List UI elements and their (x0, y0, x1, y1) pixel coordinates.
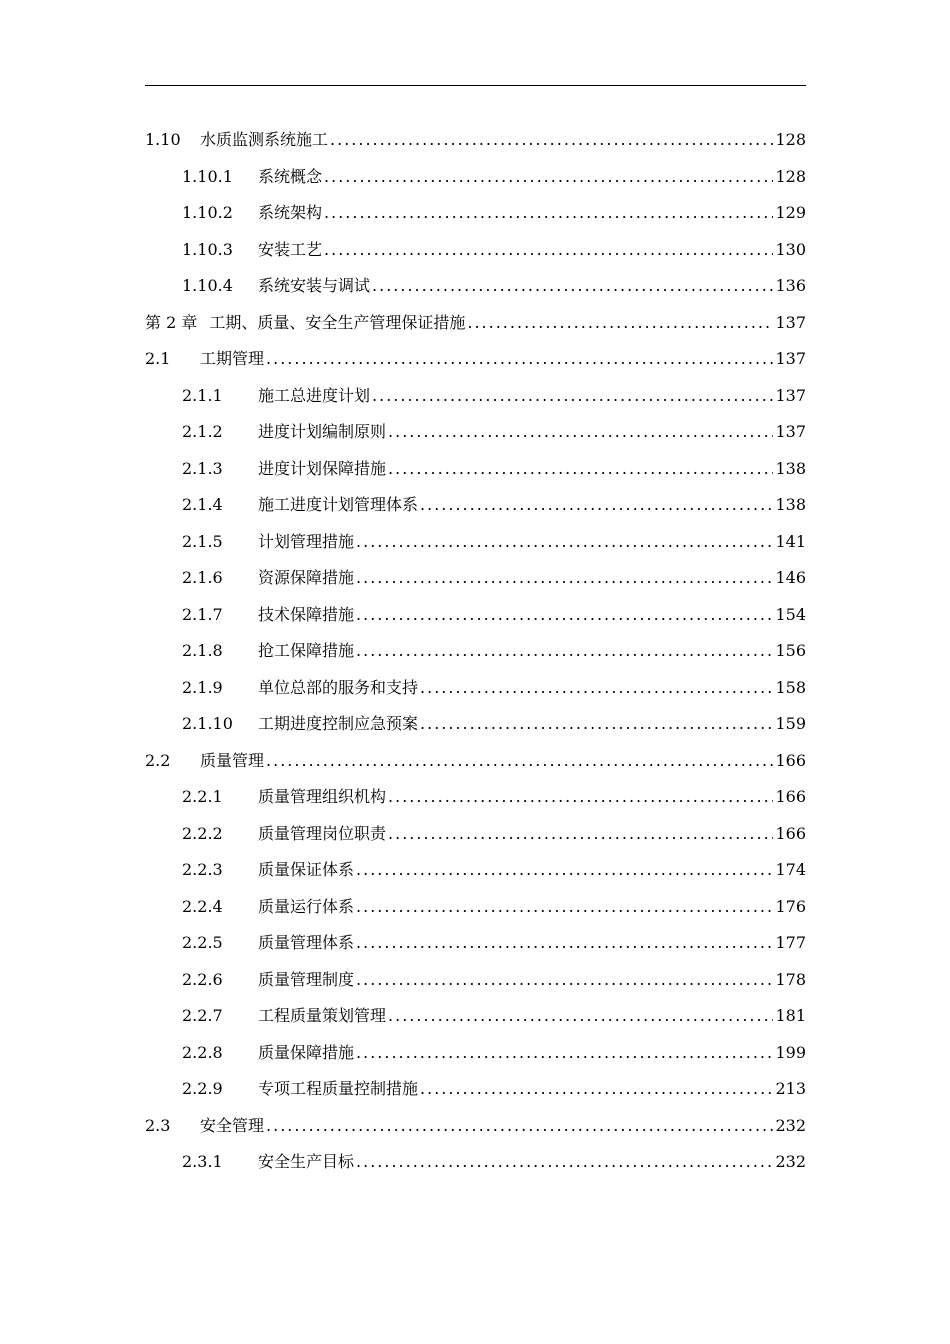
toc-entry[interactable] (145, 1144, 806, 1181)
toc-entry[interactable] (145, 743, 806, 780)
toc-entry-page-number: 128 (775, 130, 806, 149)
toc-dot-leader (356, 597, 773, 634)
toc-entry-title: 系统架构 (258, 203, 323, 222)
toc-entry-title: 水质监测系统施工 (200, 130, 329, 149)
toc-entry[interactable] (145, 451, 806, 488)
toc-entry-title: 进度计划编制原则 (258, 422, 387, 441)
toc-entry-page-number: 158 (775, 677, 806, 697)
toc-entry[interactable] (145, 560, 806, 597)
toc-dot-leader (356, 633, 773, 670)
toc-entry-title: 安全生产目标 (258, 1152, 355, 1171)
toc-entry[interactable] (145, 487, 806, 524)
toc-entry-page-number: 177 (775, 933, 806, 952)
toc-entry-number: 2.2.1 (182, 787, 223, 806)
toc-dot-leader (388, 816, 773, 853)
toc-entry-number: 2.2.6 (182, 969, 223, 989)
toc-dot-leader (388, 998, 773, 1035)
toc-entry-title: 工期、质量、安全生产管理保证措施 (209, 312, 466, 332)
toc-entry[interactable] (145, 524, 806, 561)
toc-entry[interactable] (145, 779, 806, 816)
toc-entry-number: 2.2.3 (182, 860, 223, 879)
toc-entry-title: 专项工程质量控制措施 (258, 1079, 419, 1098)
toc-entry-number: 2.2.4 (182, 896, 223, 916)
toc-entry-number: 2.1.6 (182, 568, 223, 587)
toc-entry-title: 质量管理岗位职责 (258, 823, 387, 843)
toc-dot-leader (356, 1144, 773, 1181)
table-of-contents (145, 122, 806, 1181)
toc-entry-title: 质量管理体系 (258, 933, 355, 952)
toc-entry-title: 质量保障措施 (258, 1042, 355, 1062)
toc-entry[interactable] (145, 414, 806, 451)
toc-entry[interactable] (145, 159, 806, 196)
toc-entry-title: 系统概念 (258, 166, 323, 186)
toc-entry-page-number: 154 (775, 604, 806, 624)
toc-entry-page-number: 136 (775, 276, 806, 295)
toc-entry[interactable] (145, 1071, 806, 1108)
toc-entry-number: 1.10.4 (182, 276, 233, 295)
toc-entry[interactable] (145, 597, 806, 634)
toc-entry-title: 进度计划保障措施 (258, 458, 387, 478)
toc-entry-number: 2.3 (145, 1115, 171, 1135)
toc-entry[interactable] (145, 122, 806, 159)
toc-entry-number: 1.10.3 (182, 239, 233, 259)
toc-entry-page-number: 128 (775, 166, 806, 186)
toc-entry-title: 质量运行体系 (258, 896, 355, 916)
toc-entry-title: 施工总进度计划 (258, 385, 371, 405)
toc-entry-number: 2.1.3 (182, 458, 223, 478)
toc-entry-page-number: 146 (775, 568, 806, 587)
toc-dot-leader (266, 1108, 773, 1145)
toc-entry-title: 质量管理制度 (258, 969, 355, 989)
toc-entry-title: 质量保证体系 (258, 860, 355, 879)
toc-dot-leader (388, 451, 773, 488)
header-rule (145, 85, 806, 86)
toc-dot-leader (420, 1071, 773, 1108)
toc-entry-page-number: 137 (775, 312, 806, 332)
toc-dot-leader (356, 560, 773, 597)
toc-entry-page-number: 137 (775, 385, 806, 405)
toc-entry-title: 系统安装与调试 (258, 276, 371, 295)
toc-entry-number: 2.2 (145, 750, 171, 770)
toc-entry-number: 2.2.5 (182, 933, 223, 952)
toc-dot-leader (420, 487, 773, 524)
toc-entry-page-number: 199 (775, 1042, 806, 1062)
toc-entry-title: 施工进度计划管理体系 (258, 495, 419, 514)
toc-dot-leader (356, 852, 773, 889)
toc-entry[interactable] (145, 706, 806, 743)
toc-dot-leader (356, 925, 773, 962)
toc-dot-leader (324, 159, 773, 196)
toc-entry-title: 质量管理组织机构 (258, 787, 387, 806)
toc-entry-title: 抢工保障措施 (258, 641, 355, 660)
toc-entry-page-number: 166 (775, 750, 806, 770)
toc-entry-page-number: 156 (775, 641, 806, 660)
toc-entry-page-number: 166 (775, 787, 806, 806)
toc-entry-number: 2.2.7 (182, 1006, 223, 1025)
toc-dot-leader (388, 414, 773, 451)
toc-entry-page-number: 137 (775, 349, 806, 368)
toc-entry-page-number: 141 (775, 531, 806, 551)
toc-entry-number: 2.1.8 (182, 641, 223, 660)
toc-entry[interactable] (145, 232, 806, 269)
toc-dot-leader (420, 706, 773, 743)
toc-entry-page-number: 174 (775, 860, 806, 879)
toc-entry[interactable] (145, 195, 806, 232)
toc-entry-title: 工期进度控制应急预案 (258, 714, 419, 733)
toc-entry-number: 2.2.9 (182, 1079, 223, 1098)
toc-entry[interactable] (145, 816, 806, 853)
toc-dot-leader (372, 378, 773, 415)
toc-entry-title: 技术保障措施 (258, 604, 355, 624)
toc-entry-page-number: 137 (775, 422, 806, 441)
toc-entry-page-number: 138 (775, 458, 806, 478)
toc-entry-number: 2.2.8 (182, 1042, 223, 1062)
toc-dot-leader (266, 341, 773, 378)
toc-entry[interactable] (145, 889, 806, 926)
toc-entry[interactable] (145, 1035, 806, 1072)
toc-entry-page-number: 138 (775, 495, 806, 514)
toc-dot-leader (324, 232, 773, 269)
toc-dot-leader (420, 670, 773, 707)
toc-entry-page-number: 178 (775, 969, 806, 989)
toc-entry-number: 1.10.1 (182, 166, 233, 186)
toc-dot-leader (266, 743, 773, 780)
toc-entry[interactable] (145, 378, 806, 415)
toc-entry-number: 2.1 (145, 349, 171, 368)
toc-entry-page-number: 159 (775, 714, 806, 733)
toc-entry-number: 2.1.5 (182, 531, 223, 551)
toc-entry-page-number: 129 (775, 203, 806, 222)
toc-entry-number: 2.1.2 (182, 422, 223, 441)
toc-entry-number: 2.1.1 (182, 385, 223, 405)
toc-dot-leader (467, 305, 773, 342)
toc-entry-page-number: 166 (775, 823, 806, 843)
toc-dot-leader (356, 524, 773, 561)
toc-entry-page-number: 232 (775, 1115, 806, 1135)
toc-dot-leader (330, 122, 773, 159)
toc-entry-number: 2.1.4 (182, 495, 223, 514)
toc-entry-title: 单位总部的服务和支持 (258, 677, 419, 697)
toc-entry-page-number: 213 (775, 1079, 806, 1098)
toc-entry[interactable] (145, 670, 806, 707)
toc-entry-title: 工程质量策划管理 (258, 1006, 387, 1025)
toc-entry[interactable] (145, 925, 806, 962)
toc-dot-leader (356, 962, 773, 999)
toc-entry-number: 1.10 (145, 130, 181, 149)
toc-dot-leader (372, 268, 773, 305)
toc-entry-title: 安装工艺 (258, 239, 323, 259)
toc-entry-number: 2.1.9 (182, 677, 223, 697)
toc-entry[interactable] (145, 962, 806, 999)
toc-entry-title: 工期管理 (200, 349, 265, 368)
toc-chapter-entry[interactable] (145, 305, 806, 342)
toc-entry-title: 安全管理 (200, 1115, 265, 1135)
toc-entry[interactable] (145, 998, 806, 1035)
toc-entry-title: 资源保障措施 (258, 568, 355, 587)
toc-entry[interactable] (145, 268, 806, 305)
toc-dot-leader (388, 779, 773, 816)
toc-entry-number: 2.1.10 (182, 714, 233, 733)
toc-entry[interactable] (145, 341, 806, 378)
toc-entry-page-number: 176 (775, 896, 806, 916)
toc-entry-page-number: 232 (775, 1152, 806, 1171)
toc-dot-leader (356, 1035, 773, 1072)
toc-dot-leader (324, 195, 773, 232)
toc-entry-page-number: 181 (775, 1006, 806, 1025)
toc-entry[interactable] (145, 852, 806, 889)
toc-entry-title: 计划管理措施 (258, 531, 355, 551)
toc-entry-title: 质量管理 (200, 750, 265, 770)
toc-entry-number: 2.3.1 (182, 1152, 223, 1171)
toc-entry[interactable] (145, 1108, 806, 1145)
toc-entry-number: 2.2.2 (182, 823, 223, 843)
toc-dot-leader (356, 889, 773, 926)
toc-entry-number: 第 2 章 (145, 312, 198, 332)
toc-entry-page-number: 130 (775, 239, 806, 259)
toc-entry[interactable] (145, 633, 806, 670)
toc-entry-number: 1.10.2 (182, 203, 233, 222)
toc-entry-number: 2.1.7 (182, 604, 223, 624)
